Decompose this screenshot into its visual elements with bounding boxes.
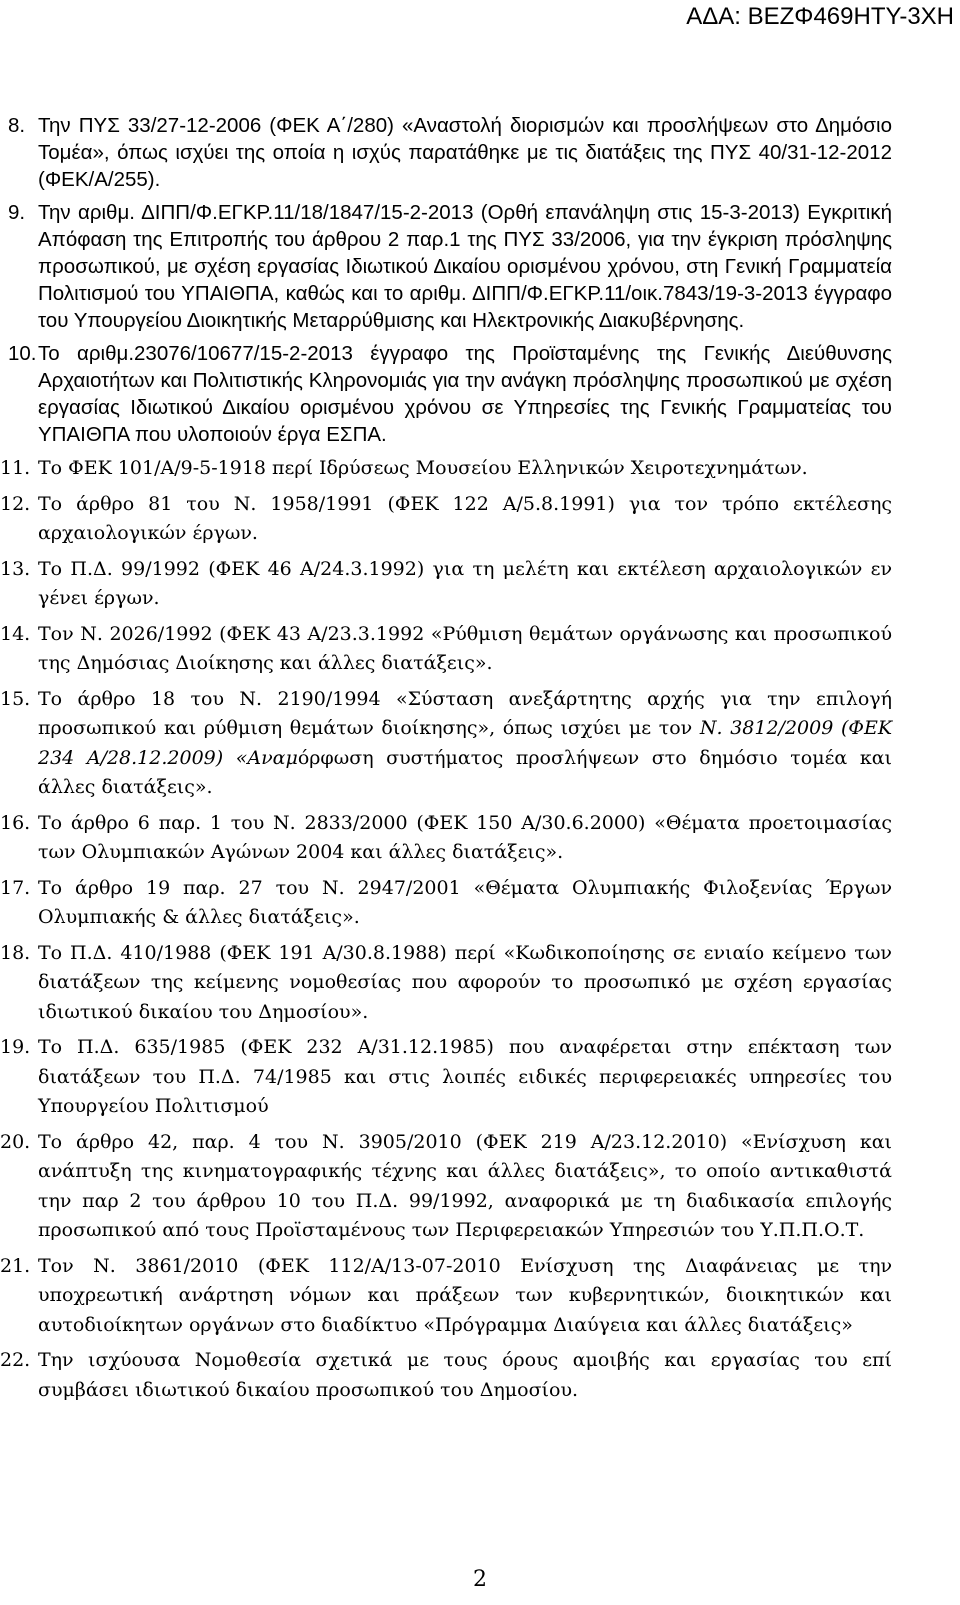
list-item	[0, 1128, 892, 1246]
item-text: Το άρθρο 19 παρ. 27 του Ν. 2947/2001 «Θέματα Ολυμπιακής Φιλοξενίας Έργων Ολυμπιακής & άλλες διατάξεις».	[38, 876, 892, 928]
list-item	[0, 555, 892, 614]
list-item	[0, 490, 892, 549]
item-text: Το Π.Δ. 99/1992 (ΦΕΚ 46 Α/24.3.1992) για τη μελέτη και εκτέλεση αρχαιολογικών εν γένει έργων.	[38, 557, 892, 609]
item-number: 12.	[0, 492, 31, 515]
item-text: Τον Ν. 2026/1992 (ΦΕΚ 43 Α/23.3.1992 «Ρύθμιση θεμάτων οργάνωσης και προσωπικού της Δημόσιας Διοίκησης και άλλες διατάξεις».	[38, 622, 892, 674]
list-item	[0, 874, 892, 933]
item-text: Τον Ν. 3861/2010 (ΦΕΚ 112/Α/13-07-2010 Ενίσχυση της Διαφάνειας με την υποχρεωτική ανάρτηση νόμων και πράξεων των κυβερνητικών, διοικητικών και αυτοδιοίκητων οργάνων στο διαδίκτυο «Πρόγραμμα Διαύγεια και άλλες διατάξεις»	[38, 1254, 892, 1336]
list-item	[8, 199, 892, 334]
item-number: 15.	[0, 687, 31, 710]
item-number: 22.	[0, 1349, 31, 1371]
item-text: Το ΦΕΚ 101/Α/9-5-1918 περί Ιδρύσεως Μουσείου Ελληνικών Χειροτεχνημάτων.	[38, 457, 808, 479]
list-item	[0, 1033, 892, 1122]
item-number: 17.	[0, 876, 31, 899]
list-item	[0, 939, 892, 1028]
item-text: Το άρθρο 18 του Ν. 2190/1994 «Σύσταση ανεξάρτητης αρχής για την επιλογή προσωπικού και ρύθμιση θεμάτων διοίκησης», όπως ισχύει με τον	[38, 687, 892, 739]
item-number: 20.	[0, 1130, 31, 1153]
item-text: Την αριθμ. ΔΙΠΠ/Φ.ΕΓΚΡ.11/18/1847/15-2-2013 (Ορθή επανάληψη στις 15-3-2013) Εγκριτική Απόφαση της Επιτροπής του άρθρου 2 παρ.1 της ΠΥΣ 33/2006, για την έγκριση πρόσληψης προσωπικού, με σχέση εργασίας Ιδιωτικού Δικαίου ορισμένου χρόνου, στη Γενική Γραμματεία Πολιτισμού του ΥΠΑΙΘΠΑ, καθώς και το αριθμ. ΔΙΠΠ/Φ.ΕΓΚΡ.11/οικ.7843/19-3-2013 έγγραφο του Υπουργείου Διοικητικής Μεταρρύθμισης και Ηλεκτρονικής Διακυβέρνησης.	[38, 201, 892, 332]
item-text: Το αριθμ.23076/10677/15-2-2013 έγγραφο της Προϊσταμένης της Γενικής Διεύθυνσης Αρχαιοτήτων και Πολιτιστικής Κληρονομιάς για την ανάγκη πρόσληψης προσωπικού με σχέση εργασίας Ιδιωτικού Δικαίου ορισμένου χρόνου σε Υπηρεσίες της Γενικής Γραμματείας του ΥΠΑΙΘΠΑ που υλοποιούν έργα ΕΣΠΑ.	[38, 342, 892, 446]
item-text: Το άρθρο 81 του Ν. 1958/1991 (ΦΕΚ 122 Α/5.8.1991) για τον τρόπο εκτέλεσης αρχαιολογικών έργων.	[38, 492, 892, 544]
ada-header: ΑΔΑ: ΒΕΖΦ469ΗΤΥ-3ΧΗ	[686, 3, 954, 30]
list-item	[0, 1346, 892, 1405]
document-body	[0, 112, 893, 1411]
list-item	[0, 1252, 892, 1341]
page-number: 2	[473, 1567, 487, 1592]
item-number: 9.	[8, 201, 26, 224]
item-number: 18.	[0, 941, 31, 964]
item-number: 16.	[0, 811, 31, 834]
item-text: Το Π.Δ. 410/1988 (ΦΕΚ 191 Α/30.8.1988) περί «Κωδικοποίησης σε ενιαίο κείμενο των διατάξεων της κείμενης νομοθεσίας που αφορούν το προσωπικό με σχέση εργασίας ιδιωτικού δικαίου του Δημοσίου».	[38, 941, 892, 1023]
item-number: 11.	[0, 457, 31, 479]
item-text: Την ισχύουσα Νομοθεσία σχετικά με τους όρους αμοιβής και εργασίας του επί συμβάσει ιδιωτικού δικαίου προσωπικού του Δημοσίου.	[38, 1349, 892, 1401]
item-text: Την ΠΥΣ 33/27-12-2006 (ΦΕΚ Α΄/280) «Αναστολή διορισμών και προσλήψεων στο Δημόσιο Τομέα», όπως ισχύει της οποία η ισχύς παρατάθηκε με τις διατάξεις της ΠΥΣ 40/31-12-2012 (ΦΕΚ/Α/255).	[38, 114, 892, 191]
item-number: 8.	[8, 114, 26, 137]
list-item	[0, 620, 892, 679]
item-number: 14.	[0, 622, 31, 645]
item-number: 13.	[0, 557, 31, 580]
item-number: 10.	[8, 342, 37, 365]
item-text: Το Π.Δ. 635/1985 (ΦΕΚ 232 Α/31.12.1985) που αναφέρεται στην επέκταση των διατάξεων του Π.Δ. 74/1985 και στις λοιπές ειδικές περιφερειακές υπηρεσίες του Υπουργείου Πολιτισμού	[38, 1036, 892, 1117]
list-item	[0, 454, 892, 484]
list-item	[8, 112, 892, 193]
item-text: όρφωση συστήματος προσλήψεων στο δημόσιο τομέα και άλλες διατάξεις».	[38, 746, 892, 798]
list-item	[8, 340, 892, 448]
item-text-italic: Ν. 3812/2009 (ΦΕΚ 234 Α/28.12.2009) «Αναμ	[38, 717, 893, 769]
item-text: Το άρθρο 6 παρ. 1 του Ν. 2833/2000 (ΦΕΚ 150 Α/30.6.2000) «Θέματα προετοιμασίας των Ολυμπιακών Αγώνων 2004 και άλλες διατάξεις».	[38, 811, 892, 863]
item-number: 19.	[0, 1036, 31, 1058]
list-item	[0, 685, 893, 803]
item-number: 21.	[0, 1254, 31, 1277]
item-text: Το άρθρο 42, παρ. 4 του Ν. 3905/2010 (ΦΕΚ 219 Α/23.12.2010) «Ενίσχυση και ανάπτυξη της κινηματογραφικής τέχνης και άλλες διατάξεις», το οποίο αντικαθιστά την παρ 2 του άρθρου 10 του Π.Δ. 99/1992, αναφορικά με τη διαδικασία επιλογής προσωπικού από τους Προϊσταμένους των Περιφερειακών Υπηρεσιών του Υ.Π.Π.Ο.Τ.	[38, 1130, 892, 1241]
list-item	[0, 809, 892, 868]
